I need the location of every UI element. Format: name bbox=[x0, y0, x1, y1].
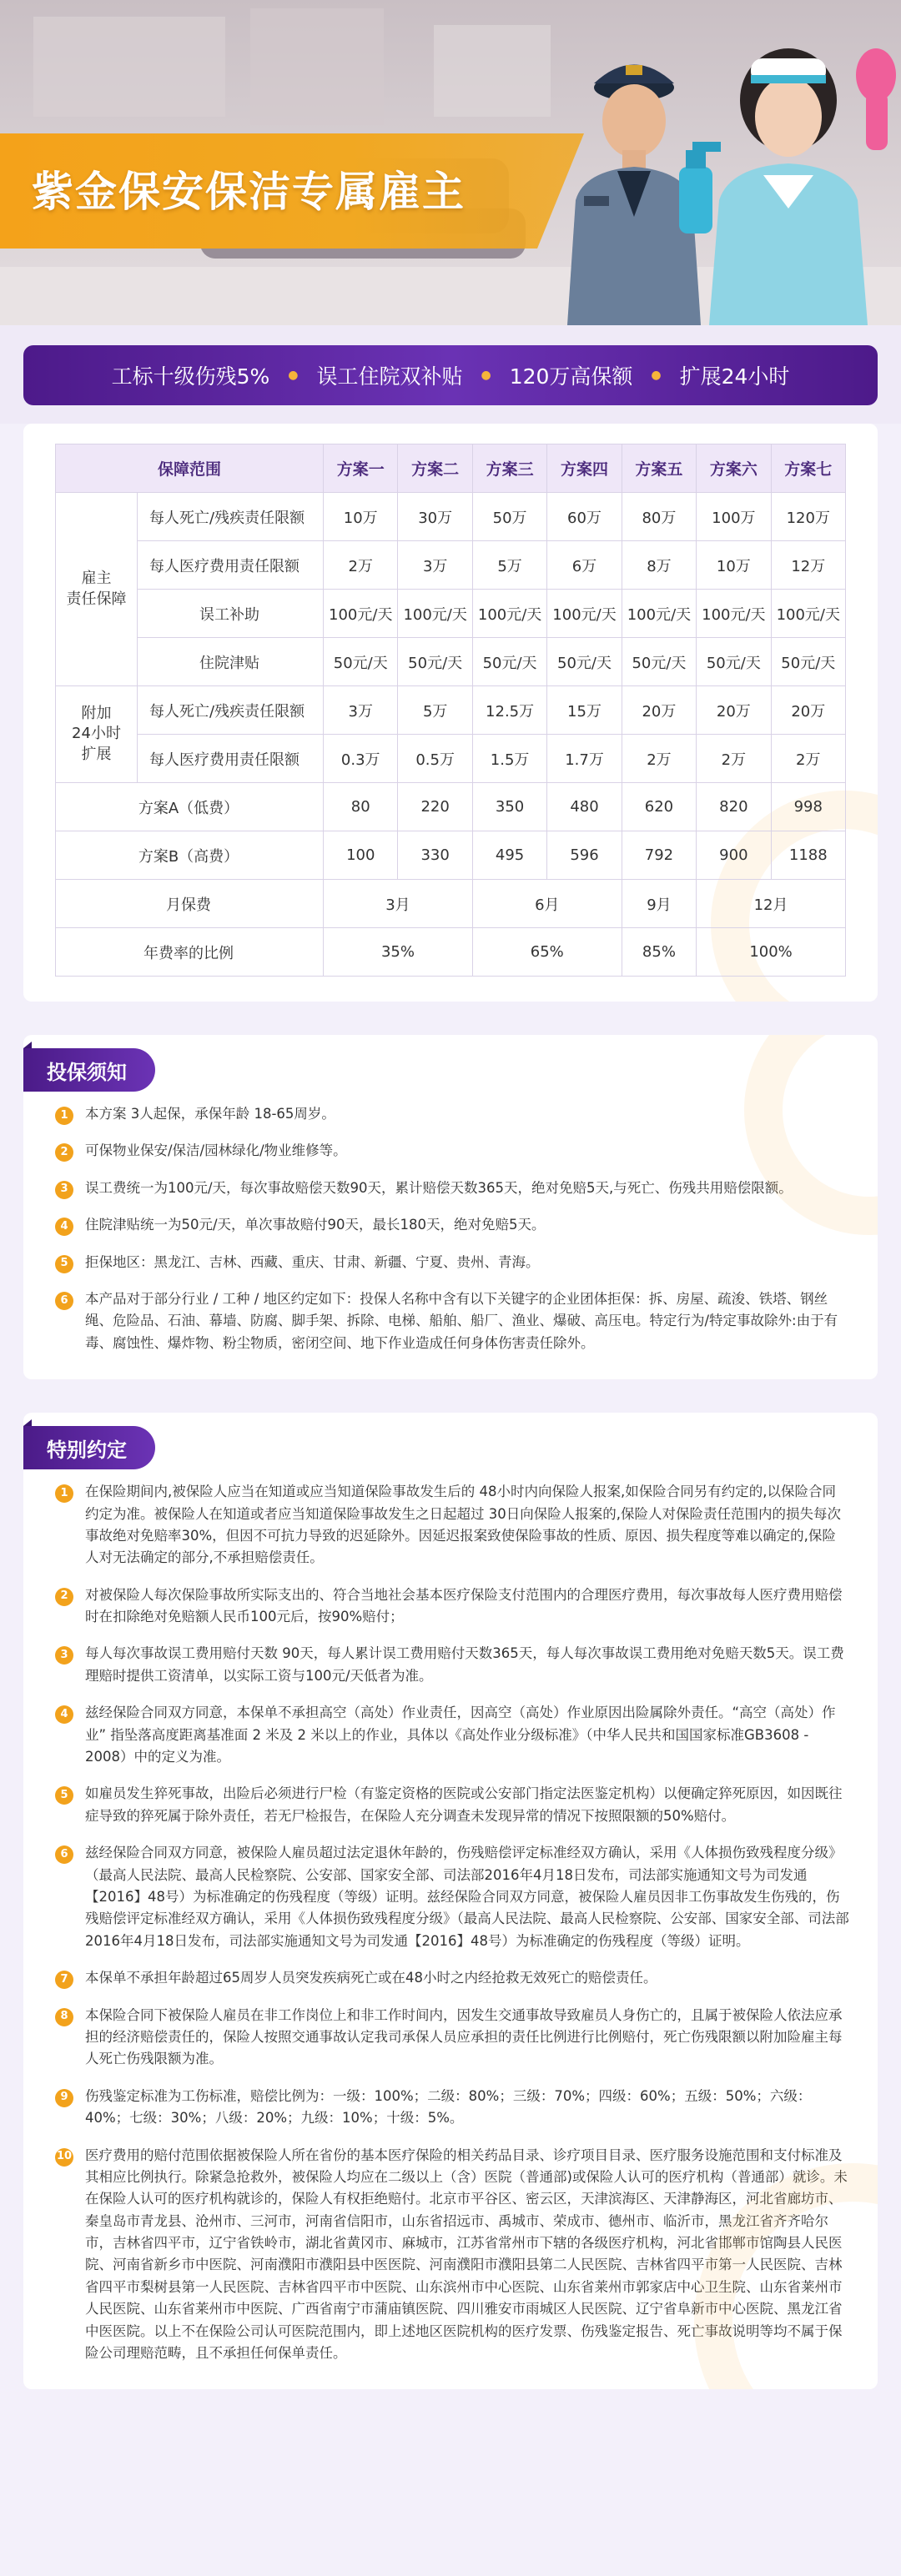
list-item-text: 伤残鉴定标准为工伤标准，赔偿比例为：一级：100%；二级：80%；三级：70%；四级：60%；五级：50%；六级：40%；七级：30%；八级：20%；九级：10%；十级：5%。 bbox=[85, 2087, 812, 2127]
table-cell: 330 bbox=[398, 831, 472, 880]
number-badge-icon: 9 bbox=[55, 2089, 73, 2107]
list-item bbox=[48, 2005, 849, 2071]
employer-liability-group bbox=[56, 493, 846, 686]
page-title: 紫金保安保洁专属雇主 bbox=[32, 168, 466, 216]
security-and-cleaner-illustration bbox=[501, 0, 901, 325]
table-cell: 495 bbox=[472, 831, 546, 880]
table-cell: 35% bbox=[324, 928, 473, 977]
number-badge-icon: 5 bbox=[55, 1786, 73, 1805]
table-cell: 8万 bbox=[622, 541, 696, 590]
feature-item: 工标十级伤残5% bbox=[111, 364, 270, 389]
plan-table bbox=[55, 444, 846, 977]
table-cell: 2万 bbox=[697, 735, 771, 783]
list-item bbox=[48, 1252, 849, 1273]
list-item-text: 可保物业保安/保洁/园林绿化/物业维修等。 bbox=[85, 1142, 347, 1159]
list-item bbox=[48, 1783, 849, 1827]
table-cell: 6月 bbox=[472, 880, 622, 928]
list-item bbox=[48, 1702, 849, 1768]
list-item-text: 医疗费用的赔付范围依据被保险人所在省份的基本医疗保险的相关药品目录、诊疗项目目录、医疗服务设施范围和支付标准及其相应比例执行。除紧急抢救外，被保险人均应在二级以上（含）医院（普通部)或保险人认可的医疗机构（普通部）就诊。未在保险人认可的医疗机构就诊的，保险人有权拒绝赔付。北京市平谷区、密云区，天津滨海区、天津静海区，河北省廊坊市、秦皇岛市青龙县、沧州市、三河市，河南省信阳市，山东省招远市、禹城市、荣成市、德州市、临沂市，黑龙江省齐齐哈尔市，吉林省四平市，辽宁省铁岭市，湖北省黄冈市、麻城市，江苏省常州市下辖的各级医疗机构，河北省邯郸市馆陶县人民医院、河南省新乡市中医院、河南濮阳市濮阳县中医医院、河南濮阳市濮阳县第二人民医院、吉林省四平市第一人民医院、吉林省四平市梨树县第一人民医院、吉林省四平市中医院、山东滨州市中心医院、山东省莱州市郭家店中心卫生院、山东省莱州市人民医院、山东省莱州市中医院、广西省南宁市蒲庙镇医院、四川雅安市雨城区人民医院、辽宁省阜新市中心医院、黑龙江省中医医院。以上不在保险公司认可医院范围内，即上述地区医院机构的医疗发票、伤残鉴定报告、死亡事故说明等均不属于保险公司理赔范畴，且不承担任何保单责任。 bbox=[85, 2147, 848, 2362]
list-item-text: 本保险合同下被保险人雇员在非工作岗位上和非工作时间内，因发生交通事故导致雇员人身伤亡的，且属于被保险人依法应承担的经济赔偿责任的，保险人按照交通事故认定我司承保人员应承担的责任比例进行比例赔付，死亡伤残限额以附加险雇主每人死亡伤残限额为准。 bbox=[85, 2006, 843, 2067]
table-header-row bbox=[56, 444, 846, 493]
list-item-text: 误工费统一为100元/天，每次事故赔偿天数90天，累计赔偿天数365天，绝对免赔5天,与死亡、伤残共用赔偿限额。 bbox=[85, 1179, 793, 1196]
hero-banner bbox=[0, 0, 901, 325]
list-item bbox=[48, 1584, 849, 1629]
table-row bbox=[56, 831, 846, 880]
table-cell: 50元/天 bbox=[547, 638, 622, 686]
list-item-text: 住院津贴统一为50元/天，单次事故赔付90天，最长180天，绝对免赔5天。 bbox=[85, 1217, 546, 1233]
table-cell: 900 bbox=[697, 831, 771, 880]
table-cell: 30万 bbox=[398, 493, 472, 541]
table-cell: 100万 bbox=[697, 493, 771, 541]
table-cell: 1188 bbox=[771, 831, 845, 880]
number-badge-icon: 6 bbox=[55, 1292, 73, 1310]
table-cell: 100 bbox=[324, 831, 398, 880]
table-cell: 3万 bbox=[398, 541, 472, 590]
number-badge-icon: 6 bbox=[55, 1845, 73, 1864]
table-cell: 100元/天 bbox=[398, 590, 472, 638]
table-cell: 0.3万 bbox=[324, 735, 398, 783]
table-row-label: 方案B（高费） bbox=[56, 831, 324, 880]
table-cell: 0.5万 bbox=[398, 735, 472, 783]
notice-list bbox=[48, 1103, 849, 1354]
table-cell: 120万 bbox=[771, 493, 845, 541]
section-title: 投保须知 bbox=[23, 1048, 155, 1092]
table-cell: 50万 bbox=[472, 493, 546, 541]
table-row bbox=[56, 638, 846, 686]
table-cell: 480 bbox=[547, 783, 622, 831]
list-item bbox=[48, 1643, 849, 1687]
number-badge-icon: 2 bbox=[55, 1143, 73, 1162]
table-cell: 5万 bbox=[472, 541, 546, 590]
special-agreement-section bbox=[23, 1413, 878, 2389]
insurance-notice-section bbox=[23, 1035, 878, 1379]
table-cell: 85% bbox=[622, 928, 696, 977]
plan-table-card bbox=[23, 424, 878, 1002]
table-row bbox=[56, 590, 846, 638]
feature-banner bbox=[23, 345, 878, 405]
premium-rows bbox=[56, 783, 846, 880]
list-item-text: 本方案 3人起保，承保年龄 18-65周岁。 bbox=[85, 1106, 335, 1122]
list-item bbox=[48, 1481, 849, 1569]
table-cell: 100元/天 bbox=[622, 590, 696, 638]
section-title: 特别约定 bbox=[23, 1426, 155, 1469]
table-header-cell: 保障范围 bbox=[56, 444, 324, 493]
list-item-text: 如雇员发生猝死事故，出险后必须进行尸检（有鉴定资格的医院或公安部门指定法医鉴定机构）以便确定猝死原因，如因既往症导致的猝死属于除外责任，若无尸检报告，在保险人充分调查未发现异常的情况下按照限额的50%赔付。 bbox=[85, 1785, 843, 1824]
table-cell: 100% bbox=[697, 928, 846, 977]
table-cell: 100元/天 bbox=[771, 590, 845, 638]
table-header-cell: 方案一 bbox=[324, 444, 398, 493]
table-cell: 100元/天 bbox=[547, 590, 622, 638]
table-row bbox=[56, 735, 846, 783]
table-cell: 2万 bbox=[771, 735, 845, 783]
number-badge-icon: 2 bbox=[55, 1588, 73, 1606]
table-cell: 1.7万 bbox=[547, 735, 622, 783]
table-cell: 80 bbox=[324, 783, 398, 831]
number-badge-icon: 1 bbox=[55, 1107, 73, 1125]
table-header-cell: 方案六 bbox=[697, 444, 771, 493]
table-cell: 12万 bbox=[771, 541, 845, 590]
list-item bbox=[48, 2086, 849, 2130]
number-badge-icon: 1 bbox=[55, 1484, 73, 1503]
list-item bbox=[48, 2145, 849, 2365]
table-item-cell: 住院津贴 bbox=[138, 638, 324, 686]
list-item-text: 拒保地区：黑龙江、吉林、西藏、重庆、甘肃、新疆、宁夏、贵州、青海。 bbox=[85, 1253, 540, 1270]
table-row-label: 月保费 bbox=[56, 880, 324, 928]
table-cell: 792 bbox=[622, 831, 696, 880]
table-header-cell: 方案二 bbox=[398, 444, 472, 493]
list-item bbox=[48, 1842, 849, 1952]
feature-item: 误工住院双补贴 bbox=[316, 364, 463, 389]
table-cell: 50元/天 bbox=[697, 638, 771, 686]
list-item-text: 本产品对于部分行业 / 工种 / 地区约定如下：投保人名称中含有以下关键字的企业团体拒保：拆、房屋、疏浚、铁塔、钢丝绳、危险品、石油、幕墙、防腐、脚手架、拆除、电梯、船舶、船厂、渔业、爆破、高压电。特定行为/特定事故除外:由于有毒、腐蚀性、爆炸物、粉尘物质，密闭空间、地下作业造成任何身体伤害责任除外。 bbox=[85, 1290, 838, 1351]
list-item-text: 在保险期间内,被保险人应当在知道或应当知道保险事故发生后的 48小时内向保险人报案,如保险合同另有约定的,以保险合同约定为准。被保险人在知道或者应当知道保险事故发生之日起超过 30日向保险人报案的,保险人对保险责任范围内的损失每次事故绝对免赔率30%，但因不可抗力导致的迟延除外。因延迟报案致使保险事故的性质、原因、损失程度等难以确定的,保险人对无法确定的部分,不承担赔偿责任。 bbox=[85, 1484, 841, 1566]
table-cell: 1.5万 bbox=[472, 735, 546, 783]
table-cell: 350 bbox=[472, 783, 546, 831]
table-cell: 50元/天 bbox=[398, 638, 472, 686]
table-cell: 5万 bbox=[398, 686, 472, 735]
table-cell: 12.5万 bbox=[472, 686, 546, 735]
table-cell: 2万 bbox=[622, 735, 696, 783]
table-header-cell: 方案五 bbox=[622, 444, 696, 493]
special-list bbox=[48, 1481, 849, 2364]
list-item-text: 兹经保险合同双方同意，被保险人雇员超过法定退休年龄的，伤残赔偿评定标准经双方确认，采用《人体损伤致残程度分级》（最高人民法院、最高人民检察院、公安部、国家安全部、司法部2016年4月18日发布，司法部实施通知文号为司发通【2016】48号）为标准确定的伤残程度（等级）证明。兹经保险合同双方同意，被保险人雇员因非工伤事故发生伤残的，伤残赔偿评定标准经双方确认，采用《人体损伤致残程度分级》（最高人民法院、最高人民检察院、公安部、国家安全部、司法部2016年4月18日发布，司法部实施通知文号为司发通【2016】48号）为标准确定的伤残程度（等级）证明。 bbox=[85, 1845, 849, 1949]
table-cell: 998 bbox=[771, 783, 845, 831]
table-cell: 65% bbox=[472, 928, 622, 977]
list-item bbox=[48, 1140, 849, 1162]
table-cell: 80万 bbox=[622, 493, 696, 541]
table-item-cell: 误工补助 bbox=[138, 590, 324, 638]
table-row-label: 方案A（低费） bbox=[56, 783, 324, 831]
table-category-cell: 附加 24小时 扩展 bbox=[56, 686, 138, 783]
table-cell: 20万 bbox=[622, 686, 696, 735]
monthly-premium-row bbox=[56, 880, 846, 928]
table-cell: 596 bbox=[547, 831, 622, 880]
number-badge-icon: 5 bbox=[55, 1255, 73, 1273]
table-cell: 3万 bbox=[324, 686, 398, 735]
separator-dot-icon: ● bbox=[651, 369, 662, 382]
feature-item: 扩展24小时 bbox=[679, 364, 790, 389]
table-cell: 50元/天 bbox=[324, 638, 398, 686]
feature-banner-wrapper bbox=[0, 325, 901, 424]
table-row bbox=[56, 541, 846, 590]
table-item-cell: 每人医疗费用责任限额 bbox=[138, 541, 324, 590]
number-badge-icon: 4 bbox=[55, 1705, 73, 1724]
table-cell: 100元/天 bbox=[472, 590, 546, 638]
table-cell: 50元/天 bbox=[622, 638, 696, 686]
table-cell: 2万 bbox=[324, 541, 398, 590]
table-cell: 620 bbox=[622, 783, 696, 831]
table-cell: 3月 bbox=[324, 880, 473, 928]
table-cell: 60万 bbox=[547, 493, 622, 541]
list-item bbox=[48, 1214, 849, 1236]
list-item-text: 对被保险人每次保险事故所实际支出的、符合当地社会基本医疗保险支付范围内的合理医疗费用，每次事故每人医疗费用赔偿时在扣除绝对免赔额人民币100元后，按90%赔付； bbox=[85, 1586, 843, 1625]
table-cell: 20万 bbox=[771, 686, 845, 735]
table-cell: 10万 bbox=[697, 541, 771, 590]
table-item-cell: 每人死亡/残疾责任限额 bbox=[138, 686, 324, 735]
table-cell: 100元/天 bbox=[324, 590, 398, 638]
table-cell: 6万 bbox=[547, 541, 622, 590]
number-badge-icon: 3 bbox=[55, 1181, 73, 1199]
separator-dot-icon: ● bbox=[288, 369, 299, 382]
table-header-cell: 方案三 bbox=[472, 444, 546, 493]
table-row bbox=[56, 783, 846, 831]
list-item-text: 本保单不承担年龄超过65周岁人员突发疾病死亡或在48小时之内经抢救无效死亡的赔偿责任。 bbox=[85, 1970, 657, 1986]
table-row bbox=[56, 686, 846, 735]
table-cell: 100元/天 bbox=[697, 590, 771, 638]
table-row-label: 年费率的比例 bbox=[56, 928, 324, 977]
number-badge-icon: 7 bbox=[55, 1971, 73, 1989]
table-cell: 820 bbox=[697, 783, 771, 831]
table-cell: 9月 bbox=[622, 880, 696, 928]
table-header-cell: 方案四 bbox=[547, 444, 622, 493]
separator-dot-icon: ● bbox=[481, 369, 491, 382]
number-badge-icon: 8 bbox=[55, 2008, 73, 2026]
list-item bbox=[48, 1967, 849, 1989]
table-header-cell: 方案七 bbox=[771, 444, 845, 493]
number-badge-icon: 10 bbox=[55, 2148, 73, 2167]
feature-item: 120万高保额 bbox=[509, 364, 633, 389]
table-cell: 20万 bbox=[697, 686, 771, 735]
number-badge-icon: 4 bbox=[55, 1218, 73, 1236]
table-item-cell: 每人医疗费用责任限额 bbox=[138, 735, 324, 783]
table-cell: 12月 bbox=[697, 880, 846, 928]
table-item-cell: 每人死亡/残疾责任限额 bbox=[138, 493, 324, 541]
annual-ratio-row bbox=[56, 928, 846, 977]
list-item-text: 每人每次事故误工费用赔付天数 90天，每人累计误工费用赔付天数365天，每人每次事故误工费用绝对免赔天数5天。误工费理赔时提供工资清单，以实际工资与100元/天低者为准。 bbox=[85, 1645, 844, 1684]
table-cell: 15万 bbox=[547, 686, 622, 735]
list-item bbox=[48, 1288, 849, 1354]
list-item-text: 兹经保险合同双方同意，本保单不承担高空（高处）作业责任，因高空（高处）作业原因出险属除外责任。“高空（高处）作业” 指坠落高度距离基准面 2 米及 2 米以上的作业，具体以《高处作业分级标准》（中华人民共和国国家标准GB3608 - 2008）中的定义为准。 bbox=[85, 1705, 836, 1765]
table-row bbox=[56, 493, 846, 541]
list-item bbox=[48, 1178, 849, 1199]
table-category-cell: 雇主 责任保障 bbox=[56, 493, 138, 686]
number-badge-icon: 3 bbox=[55, 1646, 73, 1665]
table-cell: 50元/天 bbox=[472, 638, 546, 686]
table-cell: 50元/天 bbox=[771, 638, 845, 686]
extension-24h-group bbox=[56, 686, 846, 783]
table-cell: 10万 bbox=[324, 493, 398, 541]
table-cell: 220 bbox=[398, 783, 472, 831]
list-item bbox=[48, 1103, 849, 1125]
